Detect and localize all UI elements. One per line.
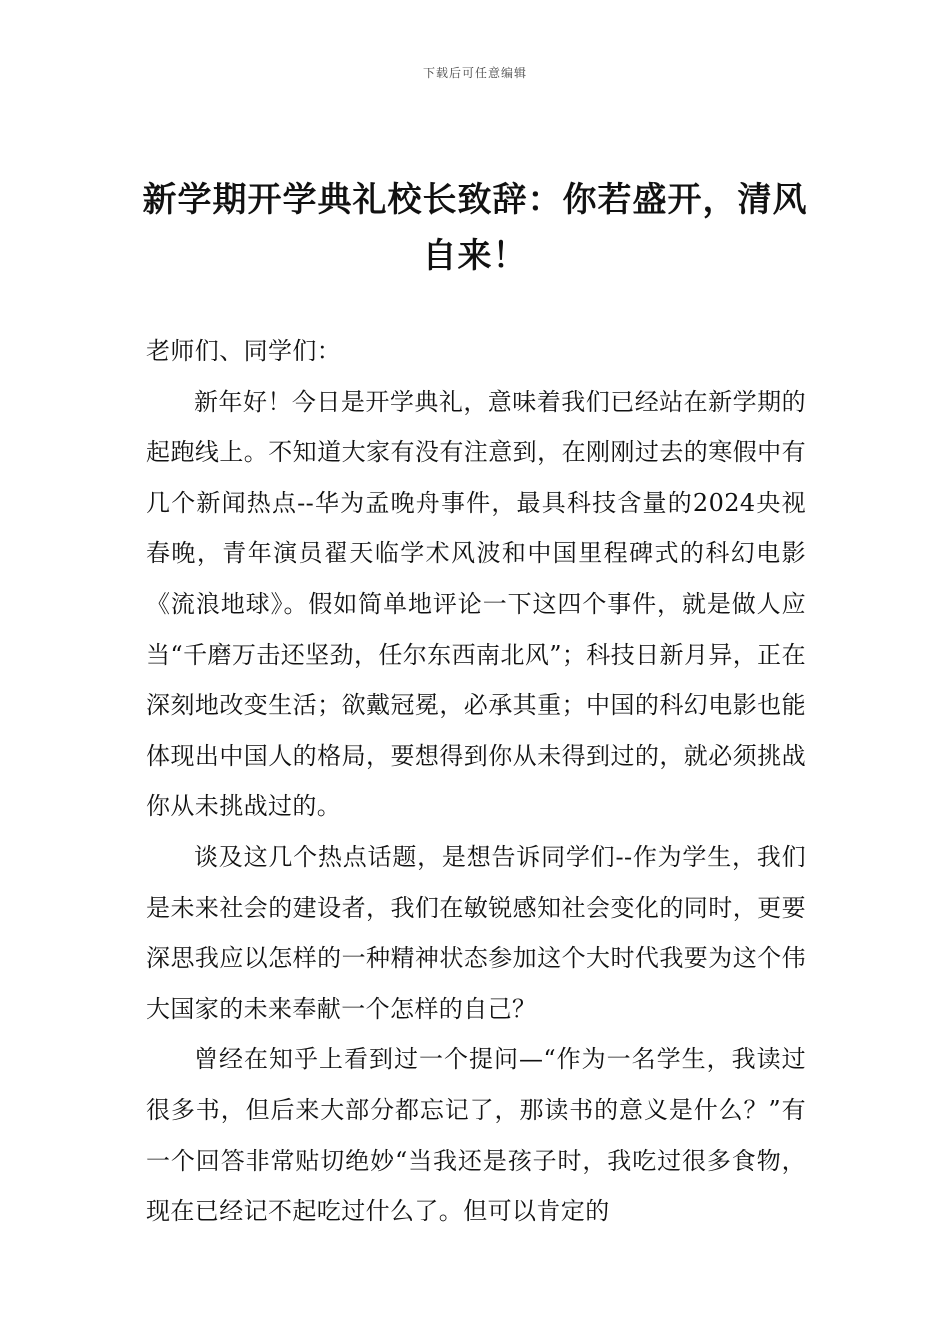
page-header-note: 下载后可任意编辑 [422,66,527,80]
document-title: 新学期开学典礼校长致辞：你若盛开，清风自来！ [142,180,808,276]
greeting-line: 老师们、同学们： [146,337,342,365]
paragraph-3: 曾经在知乎上看到过一个提问—“作为一名学生，我读过很多书，但后来大部分都忘记了，那读书的意义是什么？”有一个回答非常贴切绝妙“当我还是孩子时，我吃过很多食物，现在已经记不起吃过什么了。但可以肯定的 [146,1045,806,1226]
paragraph-1: 新年好！今日是开学典礼，意味着我们已经站在新学期的起跑线上。不知道大家有没有注意到，在刚刚过去的寒假中有几个新闻热点--华为孟晚舟事件，最具科技含量的2024央视春晚，青年演员翟天临学术风波和中国里程碑式的科幻电影《流浪地球》。假如简单地评论一下这四个事件，就是做人应当“千磨万击还坚劲，任尔东西南北风”；科技日新月异，正在深刻地改变生活；欲戴冠冕，必承其重；中国的科幻电影也能体现出中国人的格局，要想得到你从未得到过的，就必须挑战你从未挑战过的。 [146,387,806,821]
paragraph-2: 谈及这几个热点话题，是想告诉同学们--作为学生，我们是未来社会的建设者，我们在敏锐感知社会变化的同时，更要深思我应以怎样的一种精神状态参加这个大时代我要为这个伟大国家的未来奉献一个怎样的自己？ [146,842,806,1023]
document-body [146,326,806,1237]
